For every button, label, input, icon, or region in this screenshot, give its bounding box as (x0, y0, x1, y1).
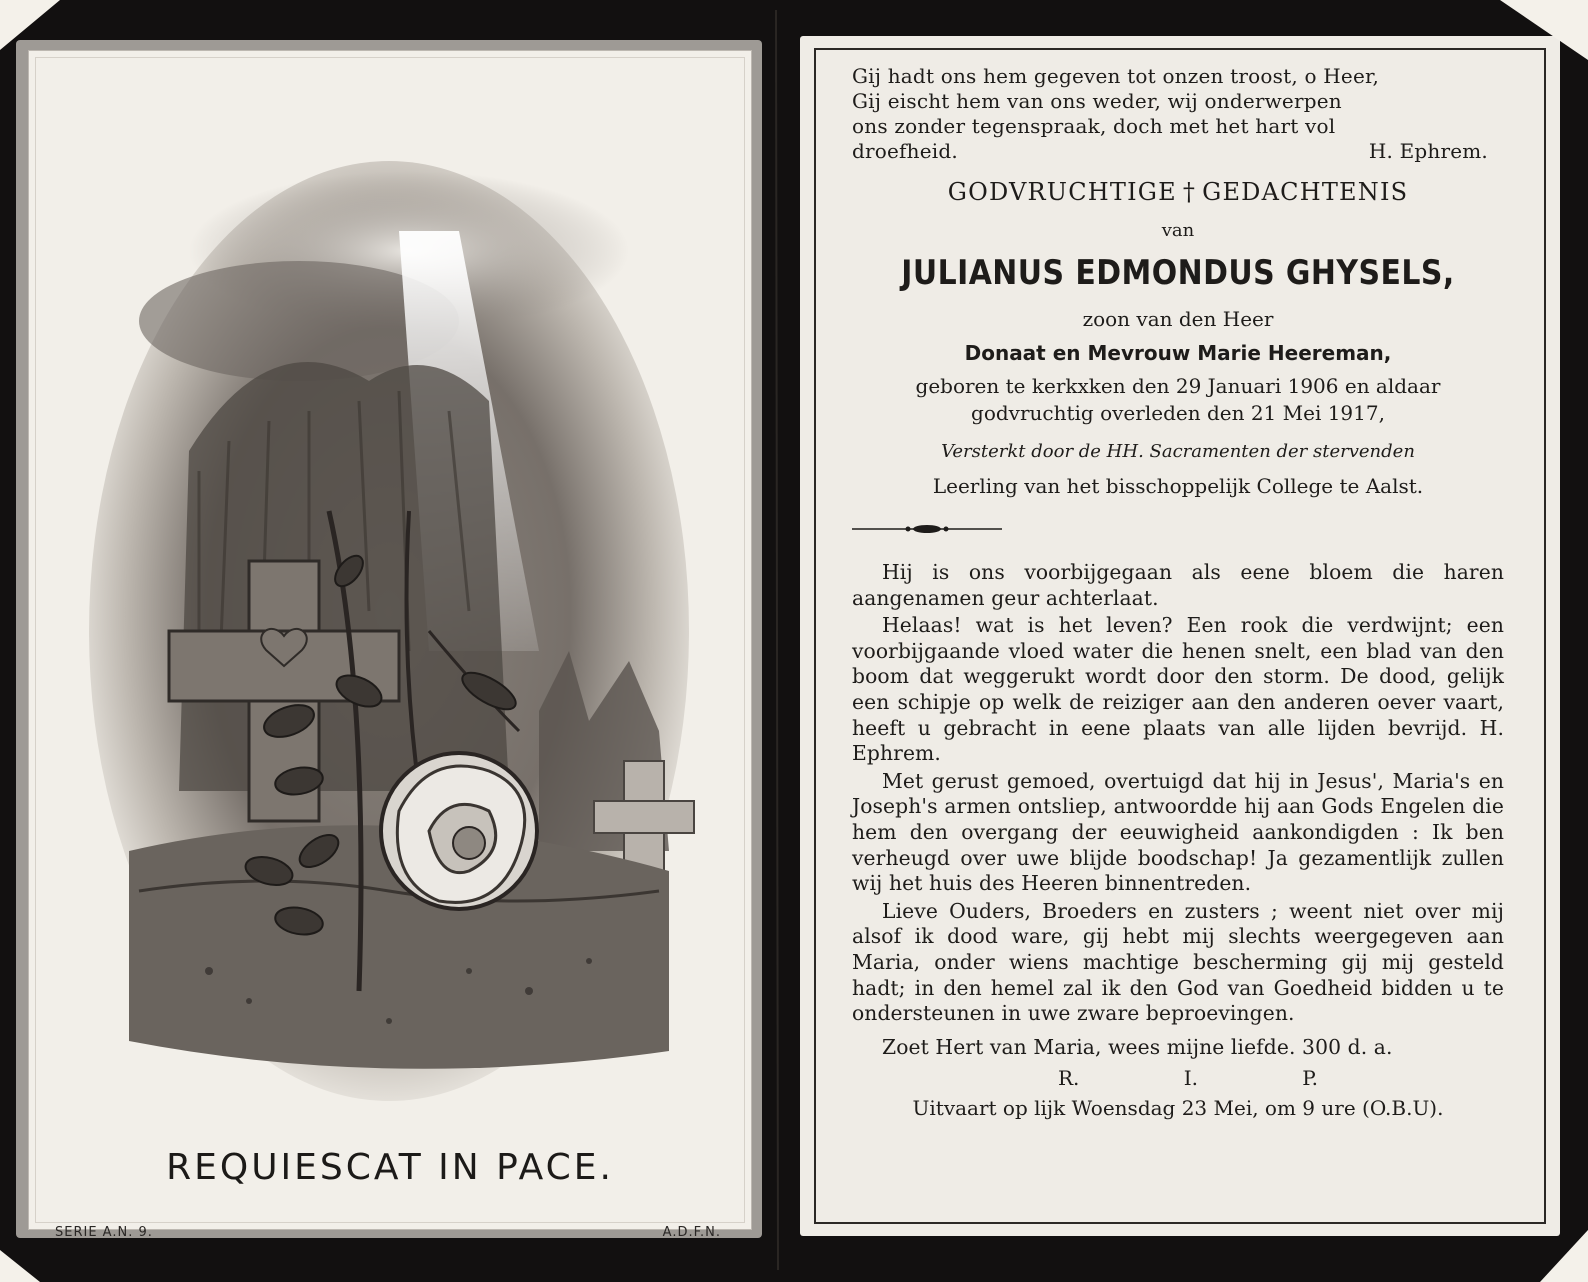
sacraments-line: Versterkt door de HH. Sacramenten der stervenden (941, 441, 1415, 462)
serie-label: SERIE A.N. 9. (55, 1225, 153, 1240)
right-panel (800, 36, 1560, 1236)
heading-left: GODVRUCHTIGE (947, 178, 1177, 206)
van-label: van (1161, 220, 1195, 241)
memorial-illustration (69, 91, 709, 1131)
parents-line: Donaat en Mevrouw Marie Heereman, (964, 341, 1392, 365)
left-panel-frame (28, 50, 752, 1240)
epigraph-line: ons zonder tegenspraak, doch met het hart vol (852, 114, 1336, 138)
publisher-label: A.D.F.N. (662, 1225, 721, 1240)
funeral-line: Uitvaart op lijk Woensdag 23 Mei, om 9 ure (O.B.U). (912, 1096, 1444, 1121)
left-panel (16, 40, 762, 1238)
ornament-divider (852, 524, 1002, 534)
paragraph-3: Met gerust gemoed, overtuigd dat hij in Jesus', Maria's en Joseph's armen ontsliep, antwoordde hij aan Gods Engelen die hem den overgang der eeuwigheid aankondigden : Ik ben verheugd over uwe blijde boodschap! Ja gezamentlijk zullen wij het huis des Heeren binnentreden. (852, 768, 1504, 896)
zoon-line: zoon van den Heer (1082, 307, 1274, 331)
cross-symbol: † (1182, 178, 1197, 206)
rose-flower (381, 753, 537, 909)
epigraph-signature: H. Ephrem. (1368, 139, 1488, 163)
died-line: godvruchtig overleden den 21 Mei 1917, (971, 401, 1385, 425)
epigraph (852, 64, 1504, 164)
heading-right: GEDACHTENIS (1202, 178, 1409, 206)
rip-letters (1038, 1066, 1318, 1090)
paragraph-4: Lieve Ouders, Broeders en zusters ; weent niet over mij alsof ik dood ware, gij hebt mij slechts weergegeven aan Maria, onder wiens machtige bescherming gij mij gesteld hadt; in den hemel zal ik den God van Goedheid bidden u te ondersteunen in uwe zware beproevingen. (852, 898, 1504, 1026)
rip-letter: R. (1058, 1066, 1080, 1091)
requiescat-title: REQUIESCAT IN PACE. (166, 1147, 614, 1188)
rip-letter: I. (1183, 1066, 1198, 1091)
epigraph-line: droefheid. (852, 139, 958, 163)
paragraph-1: Hij is ons voorbijgegaan als eene bloem die haren aangenamen geur achterlaat. (852, 560, 1504, 610)
deceased-name: JULIANUS EDMONDUS GHYSELS, (901, 253, 1455, 293)
epigraph-line: Gij eischt hem van ons weder, wij onderwerpen (852, 89, 1342, 113)
student-line: Leerling van het bisschoppelijk College te Aalst. (932, 474, 1424, 498)
memorial-text (852, 64, 1504, 1120)
epigraph-line: Gij hadt ons hem gegeven tot onzen troost, o Heer, (852, 64, 1380, 88)
rip-letter: P. (1302, 1066, 1318, 1091)
prayer-line: Zoet Hert van Maria, wees mijne liefde. 300 d. a. (882, 1034, 1393, 1059)
right-panel-border (814, 48, 1546, 1224)
born-line: geboren te kerkxken den 29 Januari 1906 en aldaar (915, 374, 1441, 398)
heading (852, 178, 1504, 206)
paragraph-2: Helaas! wat is het leven? Een rook die verdwijnt; een voorbijgaande vloed water die henen snelt, een blad van den boom dat weggerukt wordt door den storm. De dood, gelijk een schipje op welk de reiziger aan den anderen oever vaart, heeft u gebracht in eene plaats van alle lijden bevrijd. H. Ephrem. (852, 613, 1504, 766)
